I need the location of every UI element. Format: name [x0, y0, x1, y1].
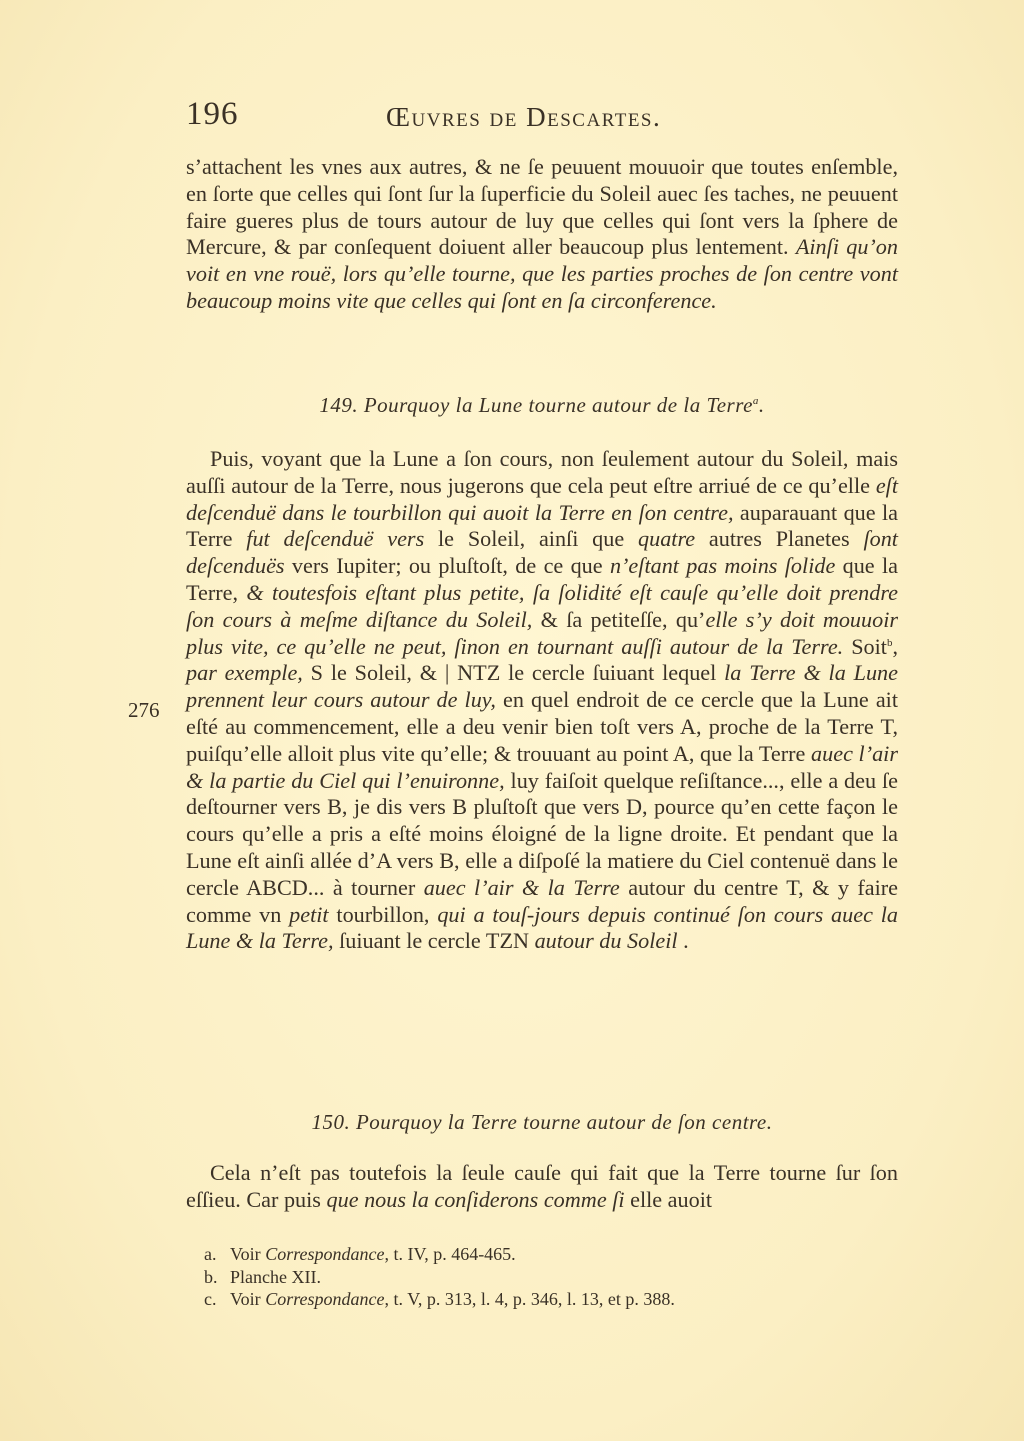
footnote-work: Correspondance	[265, 1289, 385, 1309]
footnote-text: Voir	[230, 1244, 266, 1264]
paragraph-2	[186, 446, 898, 955]
p2-s1: Puis, voyant que la Lune a ſon cours, non ſeulement autour du Soleil, mais auſſi autour de la Terre, nous jugerons que cela peut eſtre arriué de ce qu’elle	[186, 446, 898, 498]
p2-s3: auparauant que la Terre	[186, 499, 898, 552]
p2-s19: la Terre & la Lune prennent leur cours autour de luy,	[186, 660, 898, 713]
p2-s21: auec l’air & la partie du Ciel qui l’enuironne,	[186, 740, 898, 793]
p2-s18: S le Soleil, & | NTZ le cercle ſuiuant lequel	[302, 660, 725, 686]
footnote-work: Correspondance	[265, 1244, 385, 1264]
footnote-ref-b: b	[886, 636, 893, 649]
p2-s29: autour du Soleil	[534, 928, 678, 954]
paragraph-3	[186, 1160, 898, 1214]
p2-s5: le Soleil, ainſi que	[424, 526, 639, 552]
p2-s17: par exemple,	[186, 660, 303, 686]
footnote-text: , t. V, p. 313, l. 4, p. 346, l. 13, et p. 388.	[384, 1289, 675, 1309]
p2-s13: & ſa petiteſſe, qu’	[532, 606, 706, 632]
running-head	[186, 96, 898, 136]
p2-s23: auec l’air & la Terre	[423, 874, 620, 900]
footnote-ref-a: a	[752, 395, 759, 407]
article-heading-150: 150. Pourquoy la Terre tourne autour de ſon centre.	[311, 1110, 773, 1134]
article-heading-149	[186, 393, 898, 418]
p2-s11: que la Terre,	[186, 553, 898, 605]
footnote-b	[204, 1266, 884, 1289]
p2-s14: elle s’y doit mouuoir plus vite, ce qu’elle ne peut, ſinon en tournant auſſi autour de la Terre.	[186, 606, 899, 659]
p2-s28: ſuiuant le cercle TZN	[333, 928, 535, 954]
p2-s8: ſont deſcenduës	[186, 526, 898, 579]
footnote-text: Voir	[230, 1289, 266, 1309]
p2-s10: n’eſtant pas moins ſolide	[609, 553, 836, 579]
p2-s2: eſt deſcenduë dans le tourbillon qui auoit la Terre en ſon centre,	[186, 472, 898, 525]
footnote-text: , t. IV, p. 464-465.	[384, 1244, 516, 1264]
p3-s3: elle auoit	[624, 1186, 713, 1212]
footnote-mark: c.	[204, 1289, 217, 1309]
p2-s4: fut deſcenduë vers	[246, 526, 425, 552]
p2-s12: & toutesfois eſtant plus petite, ſa ſolidité eſt cauſe qu’elle doit prendre ſon cours à meſme diſtance du Soleil,	[186, 579, 898, 632]
article-149-body	[186, 446, 898, 955]
paragraph-1	[186, 154, 898, 315]
p2-s30: .	[677, 928, 689, 954]
footnote-text: Planche XII.	[230, 1266, 321, 1287]
paragraph-continued	[186, 154, 898, 315]
p2-s25: petit	[289, 901, 329, 927]
p2-s24: autour du centre T, & y faire comme vn	[186, 874, 898, 927]
article-heading-149-text: 149. Pourquoy la Lune tourne autour de la Terre	[319, 393, 753, 417]
paragraph-1-text: s’attachent les vnes aux autres, & ne ſe peuuent mouuoir que toutes enſemble, en ſorte que celles qui ſont ſur la ſuperficie du Soleil auec ſes taches, ne peuuent faire gueres plus de tours autour de luy que celles qui ſont vers la ſphere de Mercure, & par conſequent doiuent aller beaucoup plus lentement.	[186, 154, 898, 260]
p2-s15: Soit	[843, 633, 887, 659]
page-number: 196	[186, 96, 239, 132]
p2-s26: tourbillon,	[328, 901, 438, 927]
p2-s27: qui a touſ-jours depuis continué ſon cours auec la Lune & la Terre,	[186, 901, 899, 954]
article-150-body	[186, 1160, 898, 1214]
margin-page-reference: 276	[128, 698, 160, 722]
p2-s7: autres Planetes	[695, 526, 864, 552]
p3-s2: que nous la conſiderons comme ſi	[326, 1186, 625, 1212]
p2-s9: vers Iupiter; ou pluſtoſt, de ce que	[284, 553, 610, 579]
footnote-mark: b.	[204, 1266, 218, 1287]
paragraph-1-italic: Ainſi qu’on voit en vne rouë, lors qu’elle tourne, que les parties proches de ſon centre vont beaucoup moins vite que celles qui ſont en ſa circonference.	[186, 234, 898, 313]
running-title: Œuvres de Descartes.	[386, 102, 662, 132]
footnotes	[204, 1243, 884, 1311]
p2-s6: quatre	[638, 526, 696, 552]
heading-1-period: .	[758, 393, 765, 417]
footnote-mark: a.	[204, 1244, 217, 1264]
p3-s1: Cela n’eſt pas toutefois la ſeule cauſe qui fait que la Terre tourne ſur ſon eſſieu. Car puis	[186, 1160, 898, 1212]
p2-s20: en quel endroit de ce cercle que la Lune ait eſté au commencement, elle a deu venir bien toſt vers A, proche de la Terre T, puiſqu’elle alloit plus vite qu’elle; & trouuant au point A, que la Terre	[186, 687, 898, 766]
p2-s16: ,	[892, 633, 898, 659]
footnote-a	[204, 1243, 884, 1266]
footnote-c	[204, 1288, 884, 1311]
p2-s22: luy faiſoit quelque reſiſtance..., elle a deu ſe deſtourner vers B, je dis vers B pluſtoſt que vers D, pource qu’en cette façon le cours qu’elle a pris a eſté moins éloigné de la ligne droite. Et pendant que la Lune eſt ainſi allée d’A vers B, elle a diſpoſé la matiere du Ciel contenuë dans le cercle ABCD... à tourner	[186, 767, 898, 900]
